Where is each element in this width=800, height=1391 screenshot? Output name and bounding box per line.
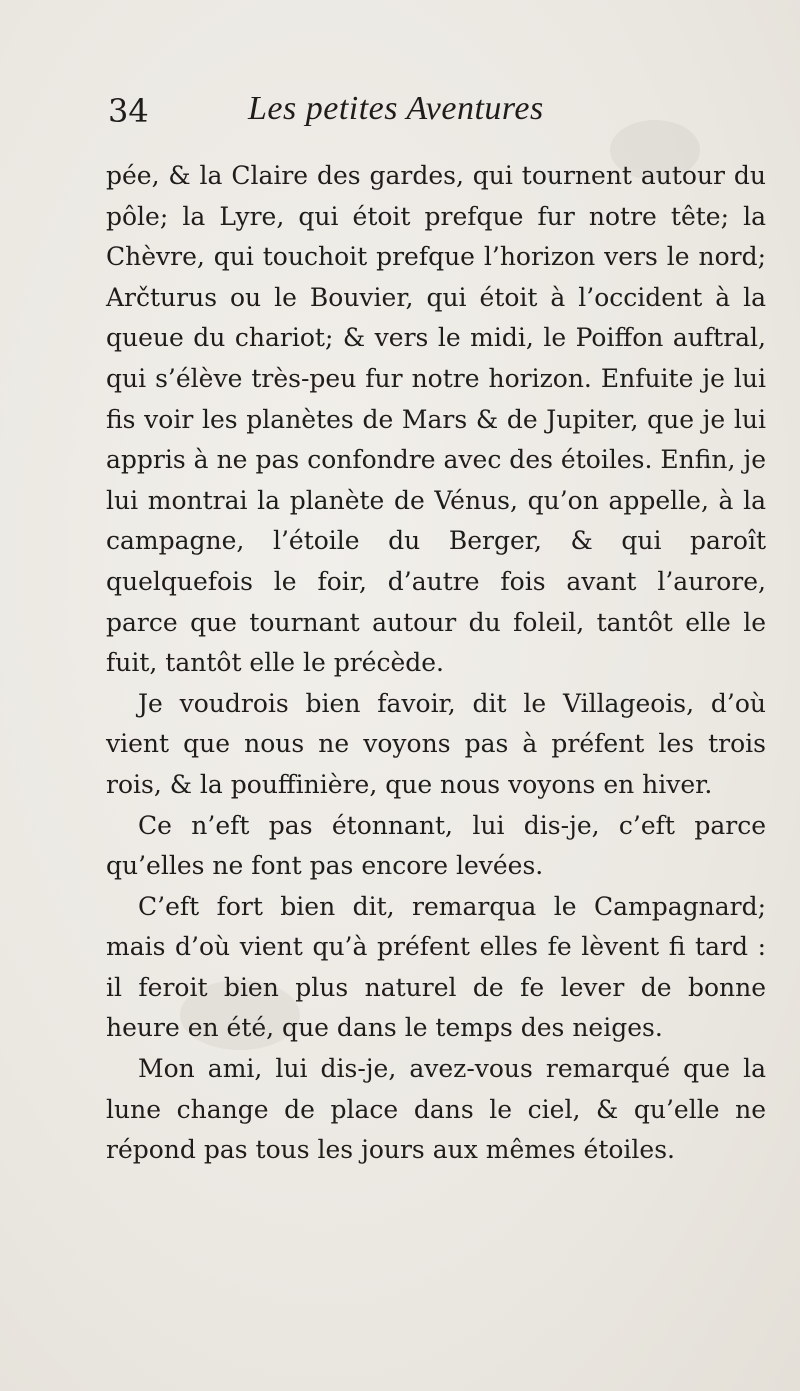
paragraph: Mon ami, lui dis-je, avez-vous remarqué que la lune change de place dans le ciel, & qu’elle ne répond pas tous les jours aux mêmes étoiles. [106, 1054, 766, 1165]
body-text [106, 156, 766, 1171]
page-header [108, 92, 710, 136]
running-head: Les petites Aventures [248, 90, 544, 127]
paragraph: pée, & la Claire des gardes, qui tournent autour du pôle; la Lyre, qui étoit prefque fur notre tête; la Chèvre, qui touchoit prefque l’horizon vers le nord; Arčturus ou le Bouvier, qui étoit à l’occident à la queue du chariot; & vers le midi, le Poiffon auftral, qui s’élève très-peu fur notre horizon. Enfuite je lui fis voir les planètes de Mars & de Jupiter, que je lui appris à ne pas confondre avec des étoiles. Enfin, je lui montrai la planète de Vénus, qu’on appelle, à la campagne, l’étoile du Berger, & qui paroît quelquefois le foir, d’autre fois avant l’aurore, parce que tournant autour du foleil, tantôt elle le fuit, tantôt elle le précède. [106, 161, 766, 678]
paragraph: Ce n’eft pas étonnant, lui dis-je, c’eft parce qu’elles ne font pas encore levées. [106, 810, 766, 881]
paragraph: C’eft fort bien dit, remarqua le Campagnard; mais d’où vient qu’à préfent elles fe lèvent fi tard : il feroit bien plus naturel de fe lever de bonne heure en été, que dans le temps des neiges. [106, 891, 766, 1043]
page-number: 34 [108, 92, 149, 130]
paragraph: Je voudrois bien favoir, dit le Villageois, d’où vient que nous ne voyons pas à préfent les trois rois, & la pouffinière, que nous voyons en hiver. [106, 688, 766, 799]
